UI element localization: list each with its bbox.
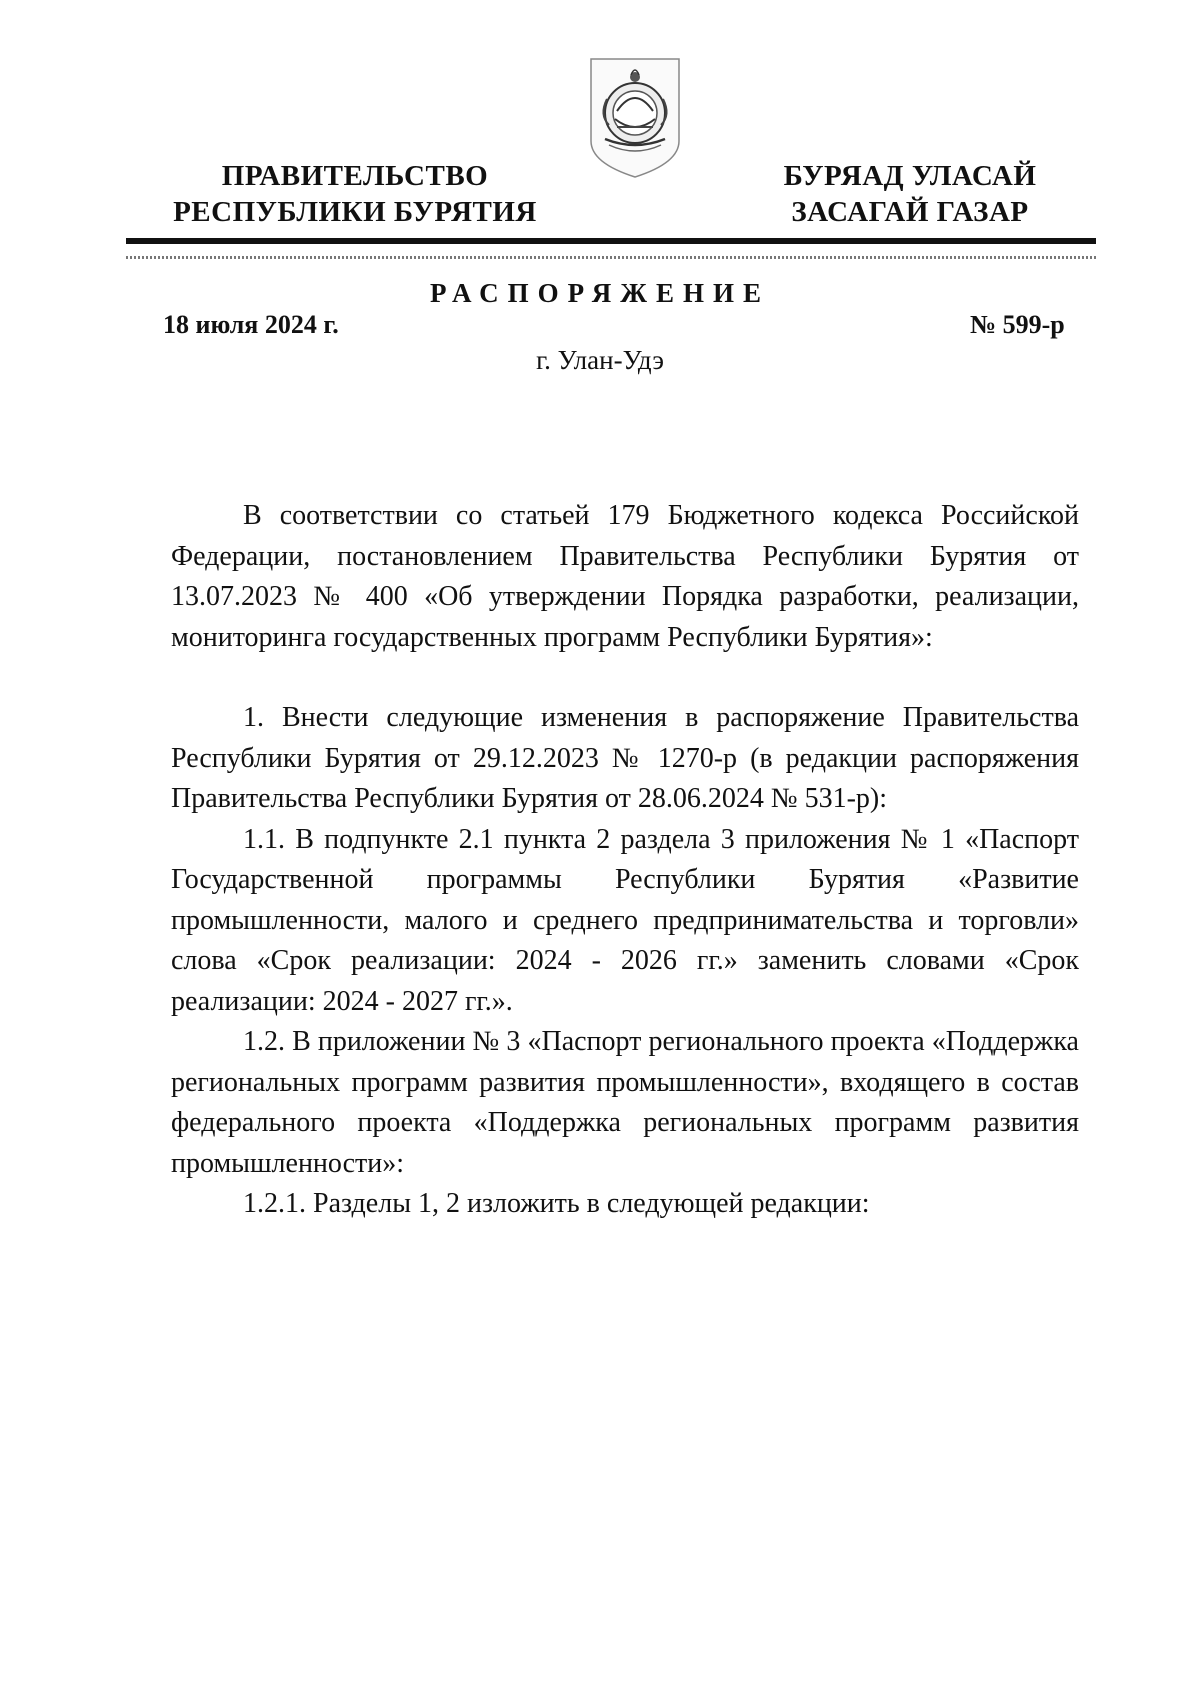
- issuer-name-buryat: [760, 158, 1060, 230]
- issuer-name-buryat-line1: БУРЯАД УЛАСАЙ: [783, 160, 1037, 192]
- issuer-name-russian-line1: ПРАВИТЕЛЬСТВО: [221, 160, 489, 192]
- header-divider-thick: [126, 238, 1096, 244]
- document-date: 18 июля 2024 г.: [163, 310, 339, 339]
- clause-1-paragraph: 1. Внести следующие изменения в распоряжение Правительства Республики Бурятия от 29.12.2023 № 1270-р (в редакции распоряжения Правительства Республики Бурятия от 28.06.2024 № 531-р):: [171, 702, 1079, 814]
- clause-1-1-paragraph: 1.1. В подпункте 2.1 пункта 2 раздела 3 приложения № 1 «Паспорт Государственной программы Республики Бурятия «Развитие промышленности, малого и среднего предпринимательства и торговли» слова «Срок реализации: 2024 - 2026 гг.» заменить словами «Срок реализации: 2024 - 2027 гг.».: [171, 823, 1079, 1017]
- document-number: № 599-р: [970, 310, 1065, 339]
- header-divider-thin: [126, 256, 1096, 259]
- document-city: г. Улан-Удэ: [536, 345, 664, 375]
- issuer-name-buryat-line2: ЗАСАГАЙ ГАЗАР: [791, 196, 1029, 228]
- clause-1-2-1-paragraph: 1.2.1. Разделы 1, 2 изложить в следующей редакции:: [243, 1188, 870, 1219]
- issuer-name-russian: [170, 158, 540, 230]
- document-body: [171, 496, 1079, 1225]
- preamble-paragraph: В соответствии со статьей 179 Бюджетного кодекса Российской Федерации, постановлением Правительства Республики Бурятия от 13.07.2023 № 400 «Об утверждении Порядка разработки, реализации, мониторинга государственных программ Республики Бурятия»:: [171, 500, 1079, 653]
- issuer-name-russian-line2: РЕСПУБЛИКИ БУРЯТИЯ: [173, 196, 537, 228]
- document-type-title: РАСПОРЯЖЕНИЕ: [429, 278, 771, 308]
- coat-of-arms-emblem-icon: [587, 55, 683, 181]
- clause-1-2-paragraph: 1.2. В приложении № 3 «Паспорт регионального проекта «Поддержка региональных программ развития промышленности», входящего в состав федерального проекта «Поддержка региональных программ развития промышленности»:: [171, 1026, 1079, 1179]
